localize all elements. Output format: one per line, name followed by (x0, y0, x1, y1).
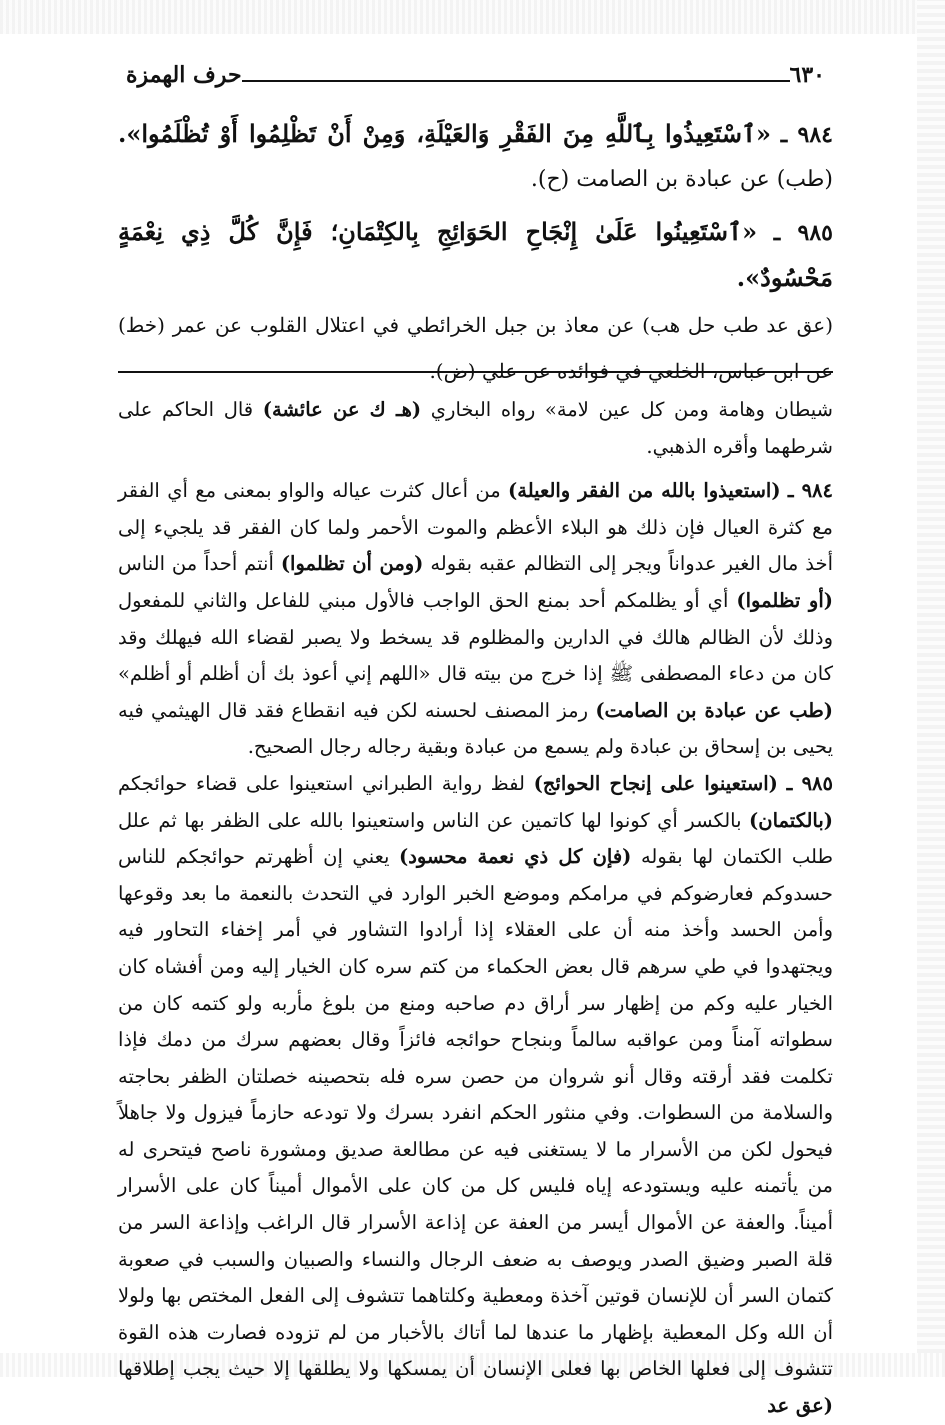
commentary-lemma: (فإن كل ذي نعمة محسود) (398, 845, 632, 869)
commentary-text: يعني إن أظهرتم حوائجكم للناس حسدوكم فعارضوكم في مرامكم وموضع الخبر الوارد في التحدث بالنعمة ما بعد وقوعها وأمن الحسد وأخذ منه أن على العقلاء إذا أرادوا التشاور في أمر إخفاء التحاور فيه ويجتهدوا في طي سرهم قال بعض الحكماء من كتم سره كان الخيار إليه ومن أفشاه كان الخيار عليه وكم من إظهار سر أراق دم صاحبه ومنع من بلوغ مأربه ولو كتمه كان من سطواته آمناً ومن عواقبه سالماً وبنجاح حوائجه فائزاً وقال بعضهم سرك من دمك فإذا تكلمت فقد أرقته وقال أنو شروان من حصن سره فله بتحصينه خصلتان الظفر بحاجته والسلامة من السطوات. وفي منثور الحكم انفرد بسرك ولا تودعه حازماً فيزول ولا جاهلاً فيحول لكن من الأسرار ما لا يستغنى فيه عن مطالعة صديق ومشورة ناصح فيتحرى له من يأتمنه عليه ويستودعه إياه فليس كل من كان على الأموال أميناً كان على الأسرار أميناً. والعفة عن الأموال أيسر من العفة عن إذاعة الأسرار قال الراغب وإذاعة السر من قلة الصبر وضيق الصدر ويوصف به ضعف الرجال والنساء والصبيان والسبب في صعوبة كتمان السر أن للإنسان قوتين آخذة ومعطية وكلتاهما تتشوف إلى الفعل المختص بها ولولا أن الله وكل المعطية بإظهار ما عندها لما أتاك بالأخبار من لم تزوده فصارت هذه القوة تتشوف إلى فعلها الخاص بها فعلى الإنسان أن يمسكها ولا يطلقها إلا حيث يجب إطلاقها (118, 845, 833, 1381)
scan-edge-top (0, 0, 945, 34)
commentary-985 (118, 766, 833, 1425)
commentary-text: شيطان وهامة ومن كل عين لامة» رواه البخاري (421, 398, 833, 421)
commentary-text: أنتم أحداً من الناس (118, 552, 281, 576)
commentary-lemma: (استعيذوا بالله من الفقر والعيلة) (508, 479, 781, 503)
hadith-text: «ٱسْتَعِينُوا عَلَىٰ إِنْجَاحِ الحَوَائِجِ بِالكِتْمَانِ؛ فَإِنَّ كُلَّ ذِي نِعْمَةٍ مَحْسُودٌ». (118, 217, 833, 292)
section-divider (118, 371, 833, 373)
commentary-text: لفظ رواية الطبراني استعينوا على قضاء حوائجكم (118, 771, 534, 795)
commentary-text: أي أو يظلمكم أحد بمنع الحق الواجب فالأول مبني للفاعل والثاني للمفعول وذلك لأن الظالم هالك في الدارين والمظلوم قد يسخط ولا يصبر لقضاء الله فيهلك وقد كان من دعاء المصطفى ﷺ إذا خرج من بيته قال «اللهم إني أعوذ بك أن أظلم أو أظلم» (118, 588, 833, 686)
header-rule (242, 80, 790, 82)
commentary-citation: (طب عن عبادة بن الصامت) (595, 698, 833, 722)
commentary-continued (118, 392, 833, 465)
commentary-text: من أعال كثرت عياله والواو بمعنى مع أي الفقر مع كثرة العيال فإن ذلك هو البلاء الأعظم والموت الأحمر ولما كان الفقر قد يلجيء إلى أخذ مال الغير عدواناً ويجر إلى التظالم عقبه بقوله (118, 479, 833, 576)
commentary-text: بالكسر أي كونوا لها كاتمين عن الناس واستعينوا بالله على الظفر بها ثم علل طلب الكتمان لها بقوله (118, 808, 833, 869)
commentary-citation: (عق عد (767, 1394, 833, 1418)
commentary-number: ٩٨٤ ـ (787, 479, 833, 503)
page-header (118, 56, 833, 88)
hadith-985 (118, 210, 833, 302)
commentary-text: رمز المصنف لحسنه لكن فيه انقطاع فقد قال الهيثمي فيه يحيى بن إسحاق بن عبادة ولم يسمع من عبادة وبقية رجاله رجال الصحيح. (118, 698, 833, 759)
commentary-section (118, 392, 833, 1425)
commentary-lemma: (بالكتمان) (749, 808, 833, 832)
page-number: ٦٣٠ (789, 62, 825, 88)
running-title: حرف الهمزة (126, 62, 242, 88)
commentary-984 (118, 473, 833, 766)
hadith-source: (طب) عن عبادة بن الصامت (ح). (530, 167, 833, 192)
hadith-number: ٩٨٤ ـ (780, 122, 833, 148)
scan-edge-right (917, 0, 945, 1377)
hadith-text: «ٱسْتَعِيذُوا بِٱللَّهِ مِنَ الفَقْرِ وَالعَيْلَةِ، وَمِنْ أَنْ تَظْلِمُوا أَوْ تُظْلَمُوا». (118, 119, 772, 148)
commentary-lemma: (استعينوا على إنجاح الحوائج) (533, 771, 778, 795)
commentary-lemma: (أو تظلموا) (736, 588, 833, 612)
hadith-source: (عق عد طب حل هب) عن معاذ بن جبل الخرائطي في اعتلال القلوب عن عمر (خط) عن ابن عباس، الخلعي في فوائده عن علي (ض). (118, 313, 833, 383)
hadith-984 (118, 112, 833, 202)
commentary-citation: (هـ ك عن عائشة) (262, 398, 422, 421)
commentary-lemma: (ومن أن تظلموا) (280, 552, 424, 576)
hadith-number: ٩٨٥ ـ (773, 220, 833, 246)
hadith-section (118, 112, 833, 394)
commentary-text: قال الحاكم على شرطهما وأقره الذهبي. (118, 398, 833, 458)
commentary-number: ٩٨٥ ـ (786, 771, 833, 795)
